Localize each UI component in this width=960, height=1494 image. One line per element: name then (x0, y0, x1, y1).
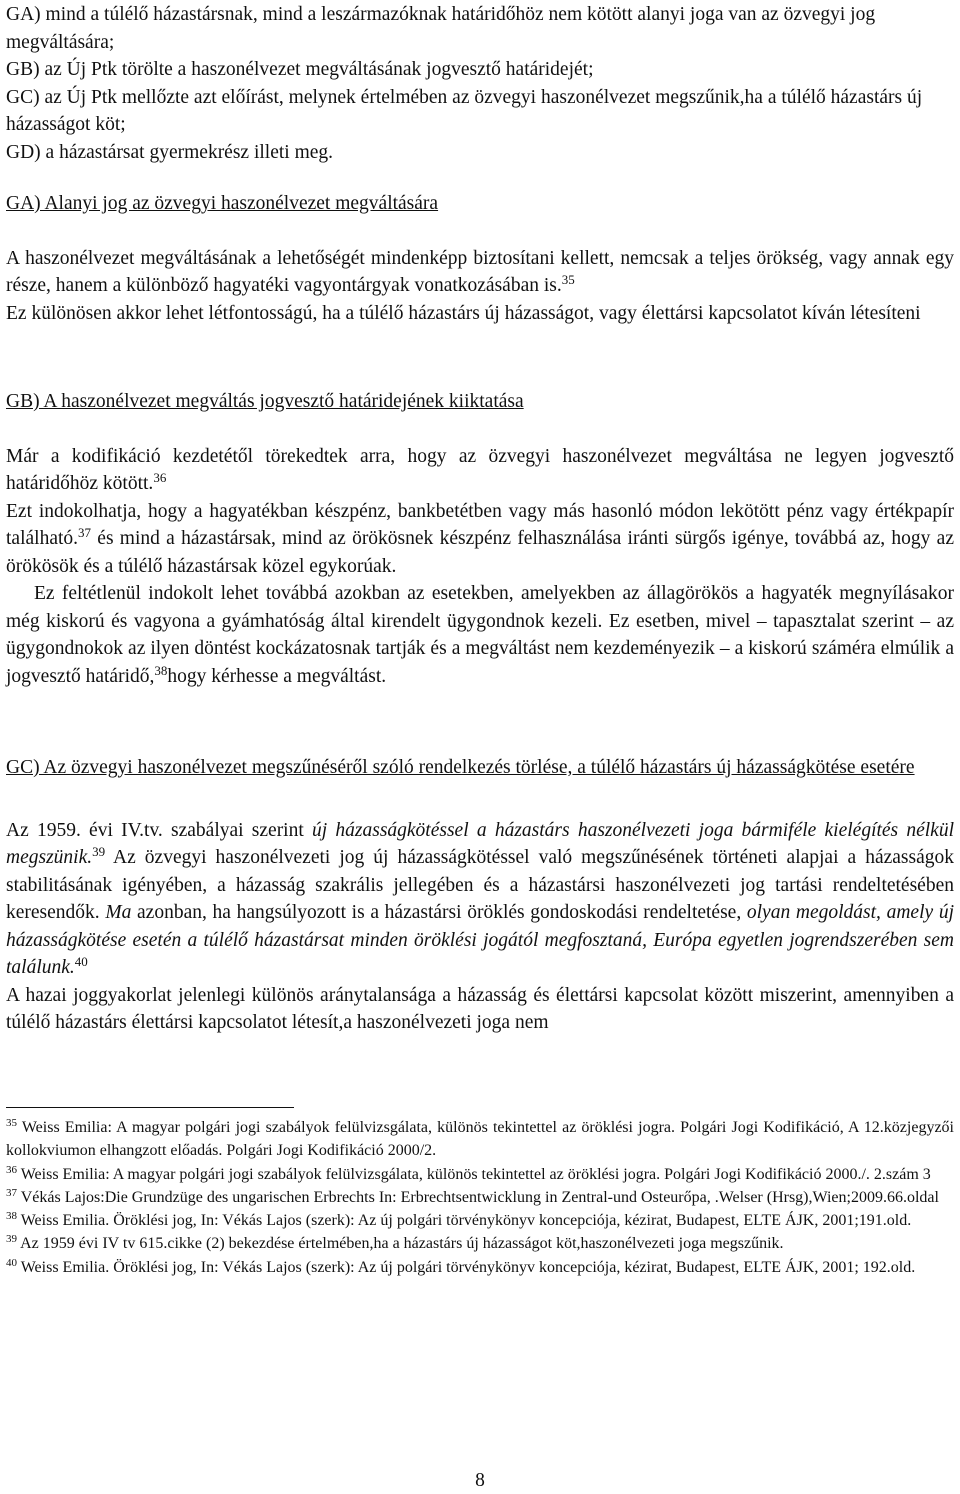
paragraph-text: azonban, ha hangsúlyozott is a házastársi öröklés gondoskodási rendeltetése, (131, 902, 747, 923)
section-gb-body (6, 443, 954, 691)
paragraph-text: Az özvegyi haszonélvezeti jog új házasságkötéssel való megszűnésének történeti alapjai a házasságok stabilitásának igényében, a házasság szakrális jellegében és a házastársi haszonélvezeti jog tartási rendeltetésében keresendők. (6, 847, 954, 923)
footnote-text: Weiss Emilia. Öröklési jog, In: Vékás Lajos (szerk): Az új polgári törvénykönyv koncepciója, kézirat, Budapest, ELTE ÁJK, 2001;191.old. (20, 1212, 912, 1230)
section-gb-heading: GB) A haszonélvezet megváltás jogvesztő határidejének kiiktatása (6, 391, 524, 412)
document-page (6, 0, 955, 1033)
paragraph-text: és mind a házastársak, mind az örökösnek készpénz felhasználása iránti sürgős igénye, továbbá az, hogy az örökösök és a túlélő házastársak közel egykorúak. (6, 528, 954, 577)
italic-quote: olyan megoldást, amely új házasságkötése esetén a túlélő házastársat minden öröklési jogától megfosztaná, Európa egyetlen jogrendszerében sem találunk. (6, 902, 954, 978)
section-ga-body (6, 245, 954, 328)
paragraph-text: hogy kérhesse a megváltást. (167, 665, 387, 687)
paragraph: A hazai joggyakorlat jelenlegi különös aránytalansága a házasság és élettársi kapcsolat között miszerint, amennyiben a túlélő házastárs élettársi kapcsolatot létesít,a haszonélvezeti joga nem (6, 984, 954, 1033)
paragraph-text: Már a kodifikáció kezdetétől törekedtek arra, hogy az özvegyi haszonélvezet megváltása ne legyen jogvesztő határidőhöz kötött. (6, 445, 954, 494)
footnote-ref[interactable]: 37 (78, 525, 92, 540)
section-gc (6, 754, 954, 1037)
footnote-37 (6, 1186, 954, 1209)
footnote-number: 37 (6, 1186, 17, 1199)
section-gb (6, 388, 954, 690)
paragraph-text: Az 1959. évi IV.tv. szabályai szerint (6, 819, 312, 841)
section-ga-heading: GA) Alanyi jog az özvegyi haszonélvezet megváltására (6, 193, 439, 214)
footnote-ref[interactable]: 35 (561, 272, 575, 287)
paragraph-text: A haszonélvezet megváltásának a lehetőségét mindenképp biztosítani kellett, nemcsak a teljes örökség, vagy annak egy része, hanem a különböző hagyatéki vagyontárgyak vonatkozásában is. (6, 247, 954, 296)
footnote-35 (6, 1116, 954, 1163)
footnote-ref[interactable]: 36 (153, 470, 167, 485)
footnote-40 (6, 1256, 954, 1279)
footnote-text: Vékás Lajos:Die Grundzüge des ungarischen Erbrechts In: Erbrechtsentwicklung in Zentral-und Osteurőpa, .Welser (Hrsg),Wien;2009.66.oldal (20, 1188, 939, 1206)
footnote-separator (6, 1107, 294, 1108)
section-gc-body (6, 817, 954, 1037)
intro-list (6, 0, 954, 166)
footnote-number: 36 (6, 1163, 17, 1176)
footnote-ref[interactable]: 40 (74, 954, 88, 969)
footnote-38 (6, 1209, 954, 1232)
paragraph (6, 498, 954, 581)
paragraph (6, 580, 954, 690)
footnote-text: Weiss Emilia: A magyar polgári jogi szabályok felülvizsgálata, különös tekintettel az öröklési jogra. Polgári Jogi Kodifikáció, A 12.közjegyzői kollokviumon elhangzott előadás. Polgári Jogi Kodifikáció 2000/2. (6, 1119, 954, 1160)
paragraph (6, 817, 954, 982)
footnote-text: Weiss Emilia: A magyar polgári jogi szabályok felülvizsgálata, különös tekintettel az öröklési jogra. Polgári Jogi Kodifikáció 2000./. 2.szám 3 (20, 1165, 931, 1183)
footnote-number: 38 (6, 1210, 17, 1223)
footnote-ref[interactable]: 39 (92, 844, 106, 859)
footnote-36 (6, 1163, 954, 1186)
section-gc-heading: GC) Az özvegyi haszonélvezet megszűnéséről szóló rendelkezés törlése, a túlélő házastárs új házasságkötése esetére (6, 757, 915, 778)
intro-item-gb: GB) az Új Ptk törölte a haszonélvezet megváltásának jogvesztő határidejét; (6, 59, 594, 80)
intro-item-gd: GD) a házastársat gyermekrész illeti meg. (6, 141, 334, 163)
paragraph (6, 245, 954, 300)
footnote-number: 35 (6, 1117, 17, 1129)
paragraph (6, 443, 954, 498)
page-number: 8 (475, 1470, 485, 1491)
footnote-number: 40 (6, 1256, 17, 1269)
footnote-ref[interactable]: 38 (154, 662, 168, 678)
paragraph-text: Ez feltétlenül indokolt lehet továbbá azokban az esetekben, amelyekben az állagörökös a hagyaték megnyílásakor még kiskorú és vagyona a gyámhatóság által kirendelt ügygondnok kezeli. Ez esetben, mivel – tapasztalat szerint – az ügygondnokok az ilyen döntést kockázatosnak tartják és a megváltást nem kezdeményezik – a kiskorú száméra elmúlik a jogvesztő határidő, (6, 583, 954, 687)
intro-item-gc: GC) az Új Ptk mellőzte azt előírást, melynek értelmében az özvegyi haszonélvezet megszűnik,ha a túlélő házastárs új házasságot köt; (6, 86, 923, 135)
intro-item-ga: GA) mind a túlélő házastársnak, mind a leszármazóknak határidőhöz nem kötött alanyi joga van az özvegyi jog megváltására; (6, 4, 876, 53)
footnote-text: Az 1959 évi IV tv 615.cikke (2) bekezdése értelmében,ha a házastárs új házasságot köt,haszonélvezeti joga megszűnik. (20, 1235, 784, 1253)
footnote-39 (6, 1232, 954, 1255)
footnote-number: 39 (6, 1233, 17, 1246)
footnotes (6, 1116, 954, 1279)
paragraph-text: Ezt indokolhatja, hogy a hagyatékban készpénz, bankbetétben vagy más hasonló módon lekötött pénz vagy értékpapír található. (6, 500, 954, 549)
section-ga (6, 190, 954, 327)
italic-word: Ma (105, 902, 132, 923)
italic-quote: új házasságkötéssel a házastárs haszonélvezeti joga bármiféle kielégítés nélkül megszünik. (6, 819, 955, 868)
paragraph: Ez különösen akkor lehet létfontosságú, ha a túlélő házastárs új házasságot, vagy élettársi kapcsolatot kíván létesíteni (6, 302, 921, 324)
footnote-text: Weiss Emilia. Öröklési jog, In: Vékás Lajos (szerk): Az új polgári törvénykönyv koncepciója, kézirat, Budapest, ELTE ÁJK, 2001; 192.old. (20, 1258, 916, 1276)
